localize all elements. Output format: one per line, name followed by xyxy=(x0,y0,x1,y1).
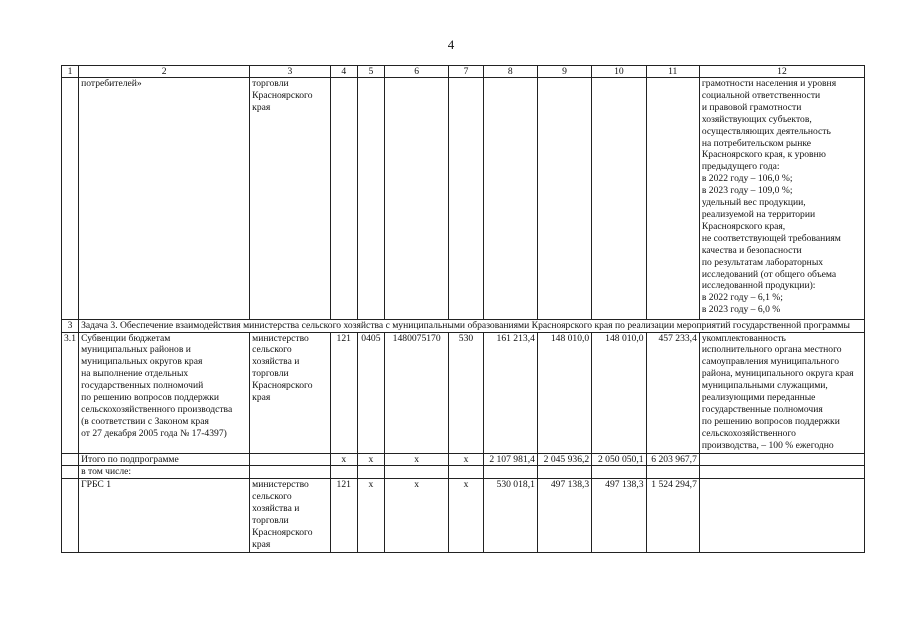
grbs-cell: министерство сельского хозяйства и торговли Красноярского края xyxy=(250,479,331,553)
including-row xyxy=(62,466,865,479)
amount-cell: 1 524 294,7 xyxy=(646,479,699,553)
code-cell: х xyxy=(330,453,357,466)
expected-result-cell: укомплектованность исполнительного органа местного самоуправления муниципального района, муниципального округа края муниципальными служащими, реализующими переданные государственные полномочия по решению вопросов поддержки сельскохозяйственного производства, – 100 % ежегодно xyxy=(699,332,864,453)
column-header: 12 xyxy=(699,66,864,78)
total-row xyxy=(62,453,865,466)
total-label: Итого по подпрограмме xyxy=(79,453,250,466)
column-header: 9 xyxy=(537,66,591,78)
code-cell: х xyxy=(449,479,483,553)
including-label: в том числе: xyxy=(79,466,250,479)
expected-result-cell: грамотности населения и уровня социальной ответственности и правовой грамотности хозяйствующих субъектов, осуществляющих деятельность на потребительском рынке Красноярского края, к уровню предыдущего года: в 2022 году – 106,0 %; в 2023 году – 109,0 %; удельный вес продукции, реализуемой на территории Красноярского края, не соответствующей требованиям качества и безопасности по результатам лабораторных исследований (от общего объема исследованной продукции): в 2022 году – 6,1 %; в 2023 году – 6,0 % xyxy=(699,78,864,320)
column-header: 4 xyxy=(330,66,357,78)
code-cell: х xyxy=(449,453,483,466)
measure-name-cell: потребителей» xyxy=(79,78,250,320)
measure-number: 3.1 xyxy=(62,332,79,453)
continuation-row xyxy=(62,78,865,320)
grbs-row xyxy=(62,479,865,553)
code-cell: 121 xyxy=(330,479,357,553)
amount-cell: 148 010,0 xyxy=(592,332,646,453)
code-cell: х xyxy=(384,479,448,553)
column-header: 3 xyxy=(250,66,331,78)
grbs-label: ГРБС 1 xyxy=(79,479,250,553)
task-title: Задача 3. Обеспечение взаимодействия министерства сельского хозяйства с муниципальными образованиями Красноярского края по реализации мероприятий государственной программы xyxy=(79,320,865,333)
task-row xyxy=(62,320,865,333)
amount-cell: 2 045 936,2 xyxy=(537,453,591,466)
column-header: 2 xyxy=(79,66,250,78)
column-header: 11 xyxy=(646,66,699,78)
amount-cell: 6 203 967,7 xyxy=(646,453,699,466)
code-cell: х xyxy=(357,479,384,553)
grbs-cell: торговли Красноярского края xyxy=(250,78,331,320)
column-header: 7 xyxy=(449,66,483,78)
amount-cell: 148 010,0 xyxy=(537,332,591,453)
column-number-row xyxy=(62,66,865,78)
program-table xyxy=(61,65,865,553)
column-header: 5 xyxy=(357,66,384,78)
measure-row xyxy=(62,332,865,453)
code-cell: х xyxy=(384,453,448,466)
page-number: 4 xyxy=(447,37,455,52)
code-cell: 1480075170 xyxy=(384,332,448,453)
amount-cell: 497 138,3 xyxy=(537,479,591,553)
measure-name-cell: Субвенции бюджетам муниципальных районов и муниципальных округов края на выполнение отдельных государственных полномочий по решению вопросов поддержки сельскохозяйственного производства (в соответствии с Законом края от 27 декабря 2005 года № 17-4397) xyxy=(79,332,250,453)
column-header: 6 xyxy=(384,66,448,78)
task-number: 3 xyxy=(62,320,79,333)
code-cell: 0405 xyxy=(357,332,384,453)
column-header: 8 xyxy=(483,66,537,78)
amount-cell: 530 018,1 xyxy=(483,479,537,553)
amount-cell: 161 213,4 xyxy=(483,332,537,453)
amount-cell: 497 138,3 xyxy=(592,479,646,553)
amount-cell: 457 233,4 xyxy=(646,332,699,453)
code-cell: 530 xyxy=(449,332,483,453)
amount-cell: 2 050 050,1 xyxy=(592,453,646,466)
code-cell: 121 xyxy=(330,332,357,453)
amount-cell: 2 107 981,4 xyxy=(483,453,537,466)
column-header: 10 xyxy=(592,66,646,78)
column-header: 1 xyxy=(62,66,79,78)
grbs-cell: министерство сельского хозяйства и торговли Красноярского края xyxy=(250,332,331,453)
code-cell: х xyxy=(357,453,384,466)
